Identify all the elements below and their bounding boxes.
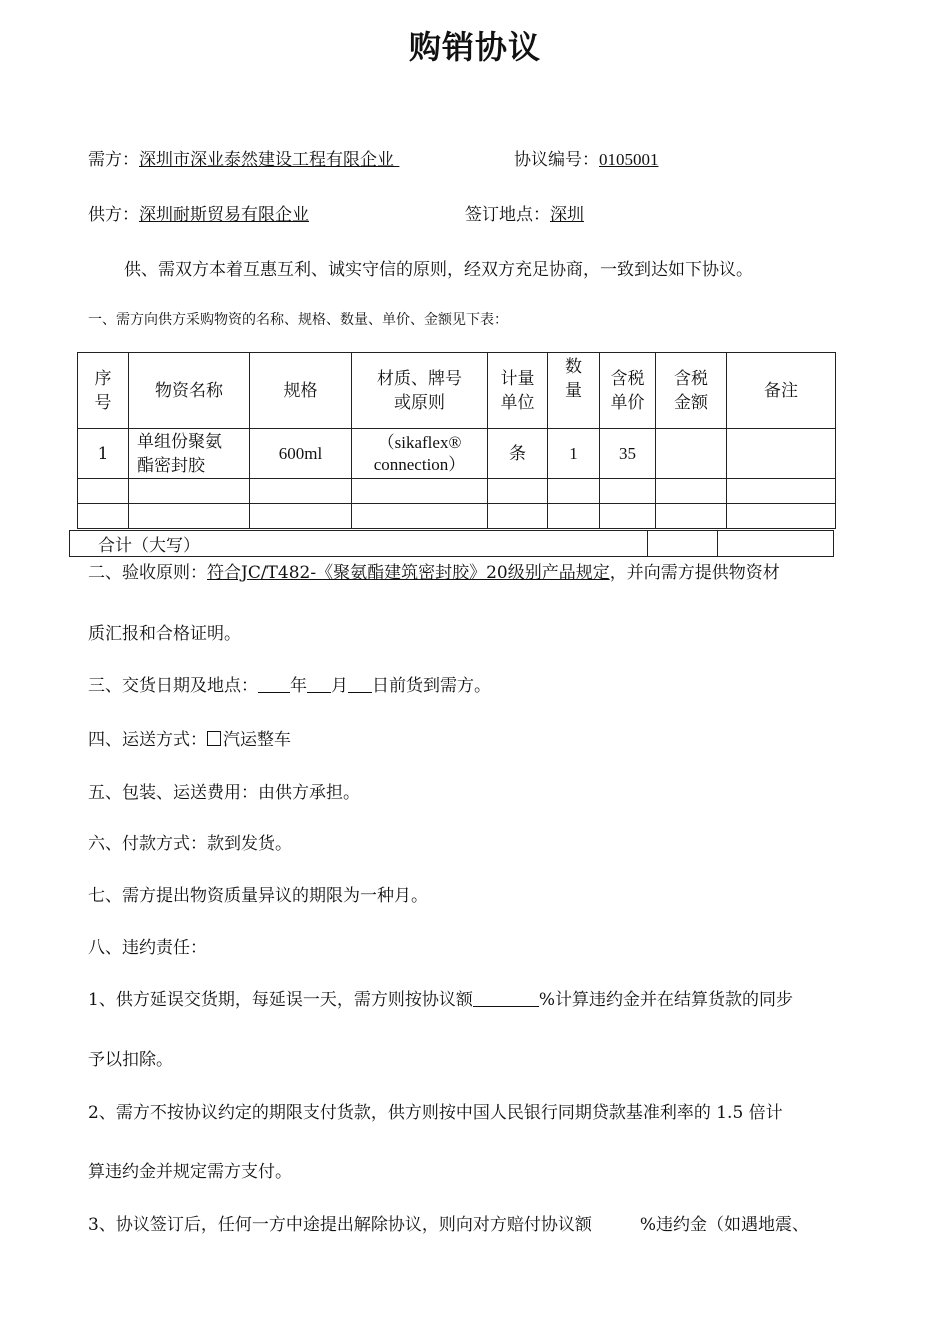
penalty-rate-blank [473, 990, 539, 1007]
contract-no-value: 0105001 [599, 150, 659, 169]
cell-no: 1 [78, 429, 129, 479]
total-label: 合计（大写） [70, 531, 648, 557]
section-7-line: 七、需方提出物资质量异议的期限为一种月。 [88, 886, 428, 906]
year-blank [258, 676, 290, 693]
table-row [78, 504, 836, 529]
place-line [465, 200, 584, 225]
section-4-line: 四、运送方式： 汽运整车 [88, 730, 291, 750]
header-cell-amount: 含税 金额 [656, 353, 727, 429]
cell-amount [656, 429, 727, 479]
section-3-line: 三、交货日期及地点： 年 月 日前货到需方。 [88, 676, 491, 696]
goods-table [77, 352, 836, 529]
acceptance-standard: 符合JC/T482-《聚氨酯建筑密封胶》20级别产品规定 [207, 563, 610, 583]
month-blank [307, 676, 331, 693]
clause-2-line-2: 算违约金并规定需方支付。 [88, 1162, 292, 1182]
buyer-label: 需方： [88, 150, 139, 170]
contract-no-label: 协议编号： [514, 150, 599, 170]
cell-name: 单组份聚氨 酯密封胶 [129, 429, 250, 479]
section-6-line: 六、付款方式：款到发货。 [88, 834, 292, 854]
header-cell-unit: 计量 单位 [488, 353, 548, 429]
contract-no-line [514, 145, 659, 170]
header-cell-qty: 数 量 [548, 353, 600, 429]
section-5-line: 五、包装、运送费用：由供方承担。 [88, 783, 360, 803]
clause-2-line-1: 2、需方不按协议约定的期限支付货款，供方则按中国人民银行同期贷款基准利率的 1.5 倍计 [88, 1103, 783, 1123]
supplier-label: 供方： [88, 205, 139, 225]
intro-paragraph: 供、需双方本着互惠互利、诚实守信的原则，经双方充足协商，一致到达如下协议。 [124, 260, 753, 280]
header-cell-price: 含税 单价 [600, 353, 656, 429]
total-amount-cell [648, 531, 718, 557]
cell-qty: 1 [548, 429, 600, 479]
supplier-value: 深圳耐斯贸易有限企业 [139, 205, 309, 225]
header-cell-no: 序 号 [78, 353, 129, 429]
document-title: 购销协议 [408, 28, 541, 66]
header-cell-remark: 备注 [727, 353, 836, 429]
supplier-line [88, 200, 309, 225]
table-row [78, 479, 836, 504]
table-header-row [78, 353, 836, 429]
checkbox-icon[interactable] [207, 731, 221, 746]
buyer-value: 深圳市深业泰然建设工程有限企业 [139, 150, 400, 170]
total-row [69, 530, 834, 557]
day-blank [348, 676, 372, 693]
header-cell-name: 物资名称 [129, 353, 250, 429]
clause-1-line-1: 1、供方延误交货期，每延误一天，需方则按协议额 %计算违约金并在结算货款的同步 [88, 990, 793, 1010]
section-1-heading: 一、需方向供方采购物资的名称、规格、数量、单价、金额见下表： [88, 312, 508, 328]
cell-material: （sikaflex® connection） [352, 429, 488, 479]
header-cell-material: 材质、牌号 或原则 [352, 353, 488, 429]
section-2-line-1: 二、验收原则：符合JC/T482-《聚氨酯建筑密封胶》20级别产品规定，并向需方提供物资材 [88, 563, 780, 583]
clause-3-line-1: 3、协议签订后，任何一方中途提出解除协议，则向对方赔付协议额 %违约金（如遇地震、 [88, 1215, 809, 1235]
section-8-heading: 八、违约责任： [88, 938, 207, 958]
transport-option-label: 汽运整车 [223, 730, 291, 750]
cell-spec: 600ml [250, 429, 352, 479]
header-cell-spec: 规格 [250, 353, 352, 429]
section-2-line-2: 质汇报和合格证明。 [88, 624, 241, 644]
cell-remark [727, 429, 836, 479]
cell-price: 35 [600, 429, 656, 479]
place-label: 签订地点： [465, 205, 550, 225]
total-remark-cell [718, 531, 834, 557]
clause-1-line-2: 予以扣除。 [88, 1050, 173, 1070]
table-row [78, 429, 836, 479]
cell-unit: 条 [488, 429, 548, 479]
place-value: 深圳 [550, 205, 584, 225]
buyer-line [88, 145, 399, 170]
